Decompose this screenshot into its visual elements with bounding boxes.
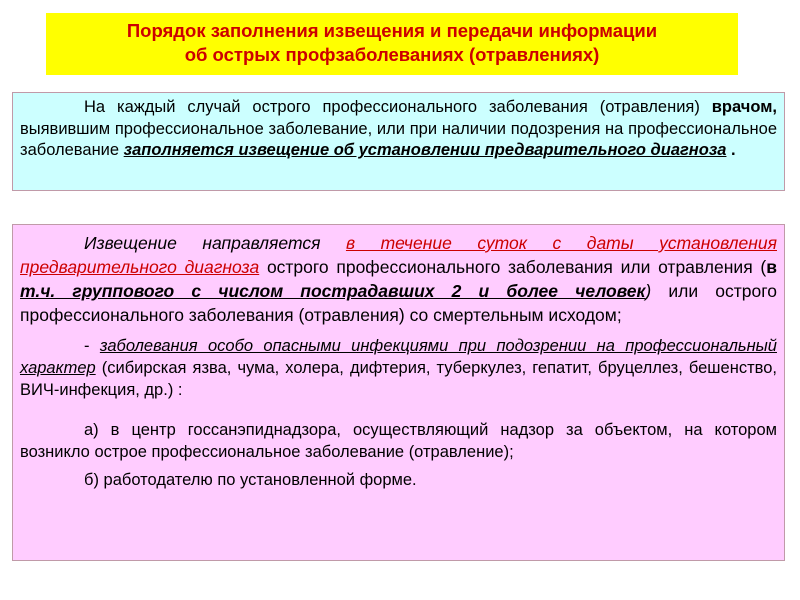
text-run: острого профессионального заболевания или отравления ( (259, 257, 767, 277)
recipient-b-paragraph: б) работодателю по установленной форме. (84, 471, 417, 489)
diagnosis-notice-paragraph (20, 97, 777, 162)
recipient-a-paragraph: а) в центр госсанэпиднадзора, осуществляющий надзор за объектом, на котором возникло острое профессиональное заболевание (отравление); (20, 421, 777, 461)
infections-emphasis: заболевания особо опасными инфекциями при подозрении на профессиональный характер (20, 337, 777, 377)
text-run: На каждый случай острого профессионального заболевания (отравления) (84, 98, 712, 116)
notice-transmission-box (12, 224, 785, 561)
text-run: в (766, 257, 778, 277)
text-run: . (726, 141, 736, 159)
text-run: (сибирская язва, чума, холера, дифтерия, туберкулез, гепатит, бруцеллез, бешенство, ВИЧ-инфекция, др.) : (20, 359, 777, 399)
page-title-line-1: Порядок заполнения извещения и передачи информации (126, 20, 658, 41)
text-run: или острого профессионального заболевания (отравления) со смертельным исходом; (20, 281, 777, 325)
text-run: Извещение направляется (84, 233, 346, 253)
infections-paragraph (20, 335, 777, 401)
doctor-emphasis: врачом, (711, 98, 777, 116)
transmission-paragraph (20, 231, 777, 327)
group-case-emphasis: т.ч. группового с числом пострадавших 2 и более человек (20, 281, 646, 301)
diagnosis-notice-box (12, 92, 785, 191)
text-run: выявившим профессиональное заболевание, или при наличии подозрения на профессиональное заболевание (20, 119, 777, 159)
text-run: ) (645, 281, 652, 301)
notice-requirement-emphasis: заполняется извещение об установлении предварительного диагноза (123, 141, 727, 159)
title-banner (46, 13, 738, 75)
deadline-emphasis: в течение суток с даты установления предварительного диагноза (20, 233, 777, 277)
text-run: - (84, 337, 100, 355)
page-title-line-2: об острых профзаболеваниях (отравлениях) (184, 44, 600, 65)
